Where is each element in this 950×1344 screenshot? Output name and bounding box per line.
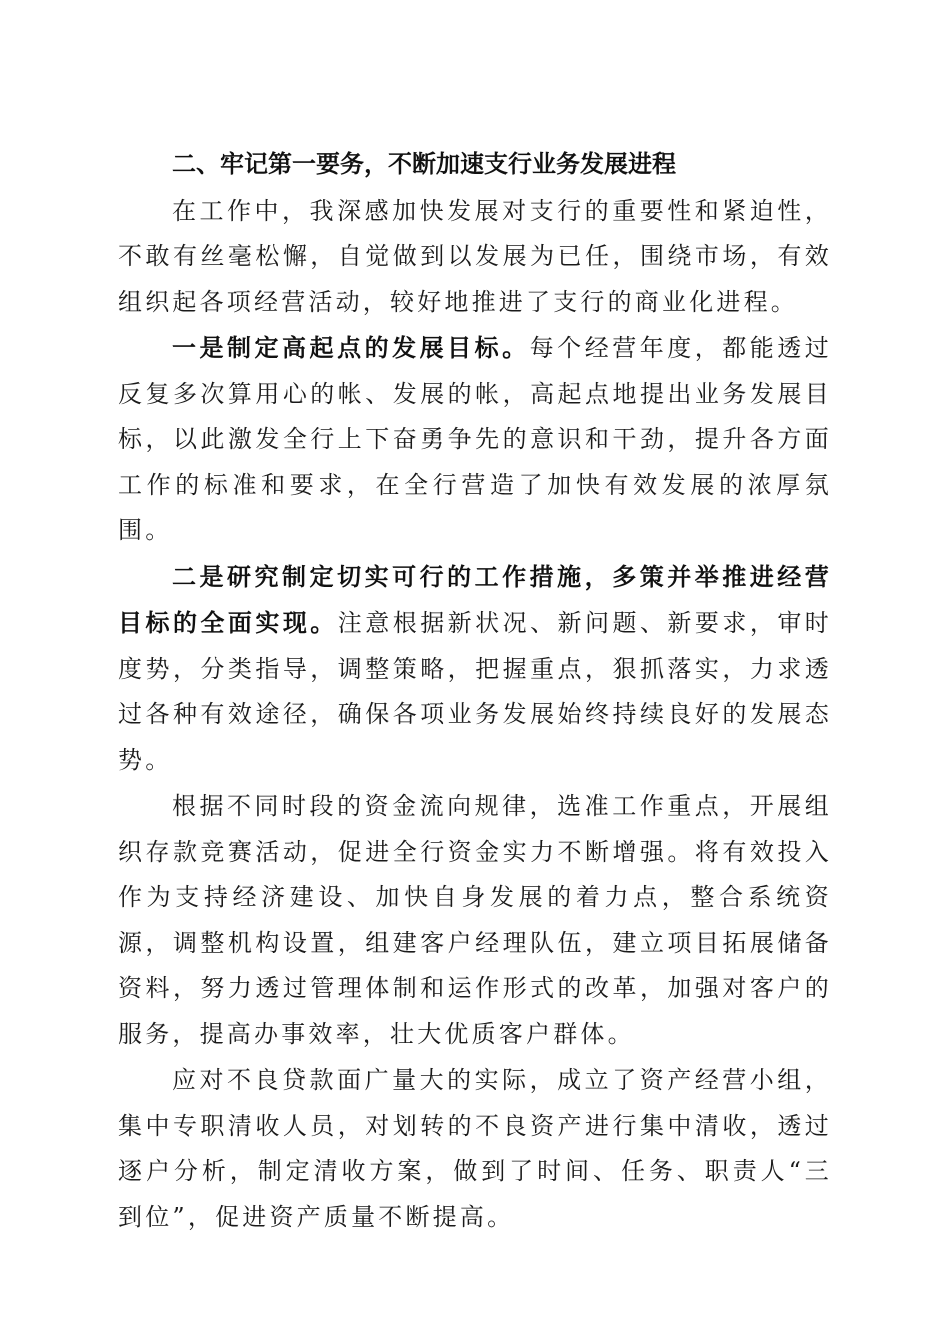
paragraph-text: 每个经营年度，都能透过反复多次算用心的帐、发展的帐，高起点地提出业务发展目标，以此激发全行上下奋勇争先的意识和干劲，提升各方面工作的标准和要求，在全行营造了加快有效发展的浓厚氛围。 bbox=[118, 334, 832, 544]
section-heading: 二、牢记第一要务，不断加速支行业务发展进程 bbox=[172, 150, 676, 178]
paragraph-funds bbox=[118, 783, 832, 1057]
paragraph-text: 在工作中，我深感加快发展对支行的重要性和紧迫性，不敢有丝毫松懈，自觉做到以发展为已任，围绕市场，有效组织起各项经营活动，较好地推进了支行的商业化进程。 bbox=[118, 196, 832, 316]
paragraph-intro bbox=[118, 188, 832, 326]
paragraph-text: 注意根据新状况、新问题、新要求，审时度势，分类指导，调整策略，把握重点，狠抓落实，力求透过各种有效途径，确保各项业务发展始终持续良好的发展态势。 bbox=[118, 609, 832, 774]
paragraph-goal-setting bbox=[118, 325, 832, 554]
paragraph-text: 根据不同时段的资金流向规律，选准工作重点，开展组织存款竞赛活动，促进全行资金实力不断增强。将有效投入作为支持经济建设、加快自身发展的着力点，整合系统资源，调整机构设置，组建客户经理队伍，建立项目拓展储备资料，努力透过管理体制和运作形式的改革，加强对客户的服务，提高办事效率，壮大优质客户群体。 bbox=[118, 792, 832, 1048]
paragraph-lead: 一是制定高起点的发展目标。 bbox=[172, 333, 530, 362]
paragraph-bad-loans bbox=[118, 1057, 832, 1240]
paragraph-measures bbox=[118, 554, 832, 784]
paragraph-lead: 二是研究制定切实可行的工作措施，多策并举推进经营目标的全面实现。 bbox=[118, 561, 832, 637]
document-body bbox=[118, 142, 832, 1240]
paragraph-text: 应对不良贷款面广量大的实际，成立了资产经营小组，集中专职清收人员，对划转的不良资产进行集中清收，透过逐户分析，制定清收方案，做到了时间、任务、职责人“三到位”，促进资产质量不断提高。 bbox=[118, 1066, 832, 1231]
